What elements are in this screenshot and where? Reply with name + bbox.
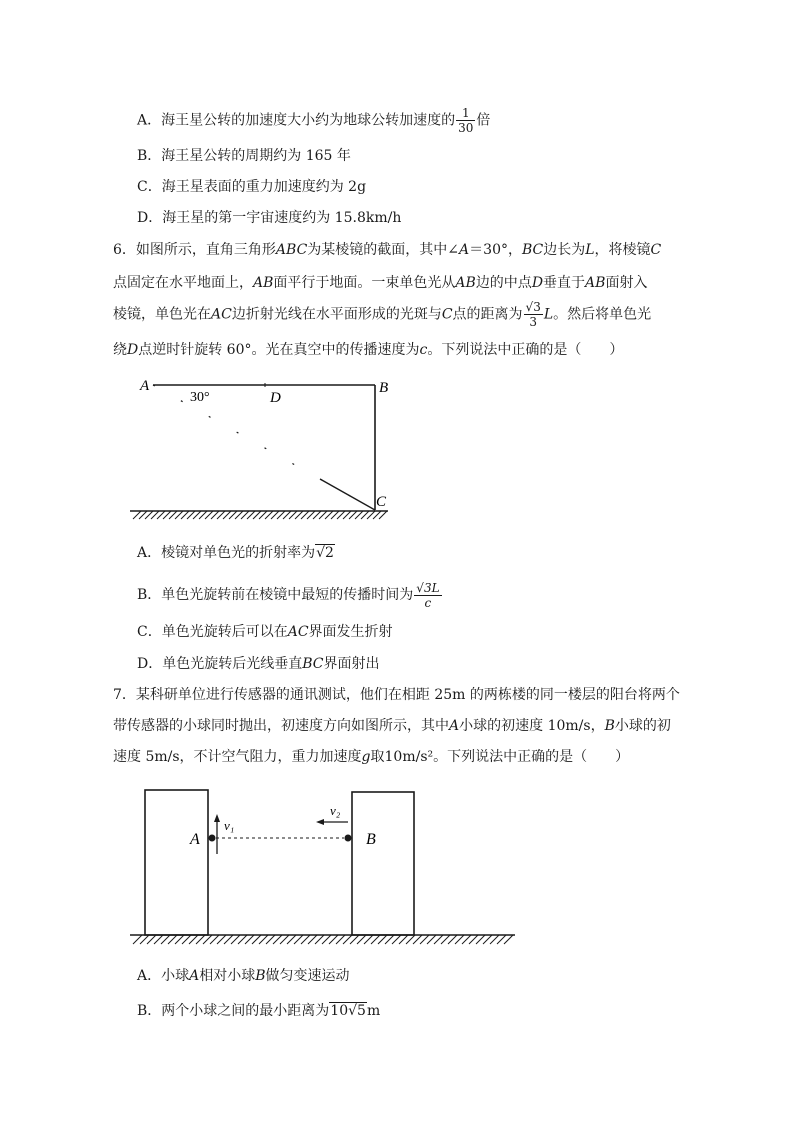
q6-prism-figure [0, 370, 794, 530]
q7-line-1: 7．某科研单位进行传感器的通讯测试，他们在相距 25m 的两栋楼的同一楼层的阳台将两个 [113, 687, 680, 703]
ball-b [345, 835, 352, 842]
label-b: B [366, 831, 376, 848]
q6-line-2: 点固定在水平地面上，AB面平行于地面。一束单色光从AB边的中点D垂直于AB面射入 [113, 275, 648, 291]
q6-option-b: B．单色光旋转前在棱镜中最短的传播时间为 $\frac{√3L}{c}$ [137, 580, 440, 610]
ball-a [209, 835, 216, 842]
q6-line-4: 绕D点逆时针旋转 60°。光在真空中的传播速度为c。下列说法中正确的是（ ） [113, 342, 624, 358]
q6-line-1: 6．如图所示，直角三角形ABC为某棱镜的截面，其中∠A＝30°，BC边长为L，将棱镜C [113, 242, 662, 258]
v1-arrowhead [214, 814, 220, 822]
q6-option-c: C．单色光旋转后可以在AC界面发生折射 [137, 624, 393, 640]
q7-option-b: B．两个小球之间的最小距离为10√5m [137, 1003, 381, 1019]
q7-line-2: 带传感器的小球同时抛出，初速度方向如图所示，其中A小球的初速度 10m/s，B小球的初 [113, 718, 671, 734]
label-c: C [376, 494, 387, 510]
label-angle: 30° [190, 390, 210, 405]
q6-option-d: D．单色光旋转后光线垂直BC界面射出 [137, 656, 380, 672]
label-d: D [270, 390, 281, 406]
q7-line-3: 速度 5m/s，不计空气阻力，重力加速度g取10m/s²。下列说法中正确的是（ ） [113, 749, 630, 765]
q6-line-3: 棱镜，单色光在AC边折射光线在水平面形成的光斑与C点的距离为 $\frac{√3}{3}$ L。然后将单色光 [113, 300, 652, 329]
building-left [145, 790, 208, 935]
building-right [352, 792, 414, 935]
q5-option-c: C．海王星表面的重力加速度约为 2g [137, 179, 367, 195]
q7-buildings-figure [0, 780, 794, 950]
label-v2: v₂ [330, 803, 341, 818]
q5-option-b: B．海王星公转的周期约为 165 年 [137, 148, 351, 164]
v2-arrowhead [316, 819, 324, 825]
label-a: A [190, 831, 200, 848]
q5-option-d: D．海王星的第一宇宙速度约为 15.8km/h [137, 210, 402, 226]
q5-option-a: A．海王星公转的加速度大小约为地球公转加速度的 $\frac{1}{30}$ 倍 [137, 106, 491, 135]
q7-option-a: A．小球A相对小球B做匀变速运动 [137, 968, 350, 984]
label-v1: v₁ [224, 818, 235, 833]
fraction: $\frac{1}{30}$ [458, 106, 474, 135]
fraction: $\frac{√3}{3}$ [525, 300, 541, 329]
q6-option-a: A．棱镜对单色光的折射率为√2 [137, 545, 334, 561]
ground-hatching [133, 511, 387, 519]
fraction: $\frac{√3L}{c}$ [416, 580, 440, 610]
label-b: B [379, 380, 389, 396]
ground-hatching [133, 935, 513, 944]
label-a: A [140, 378, 150, 394]
prism-edge-ac-lower [320, 479, 375, 510]
